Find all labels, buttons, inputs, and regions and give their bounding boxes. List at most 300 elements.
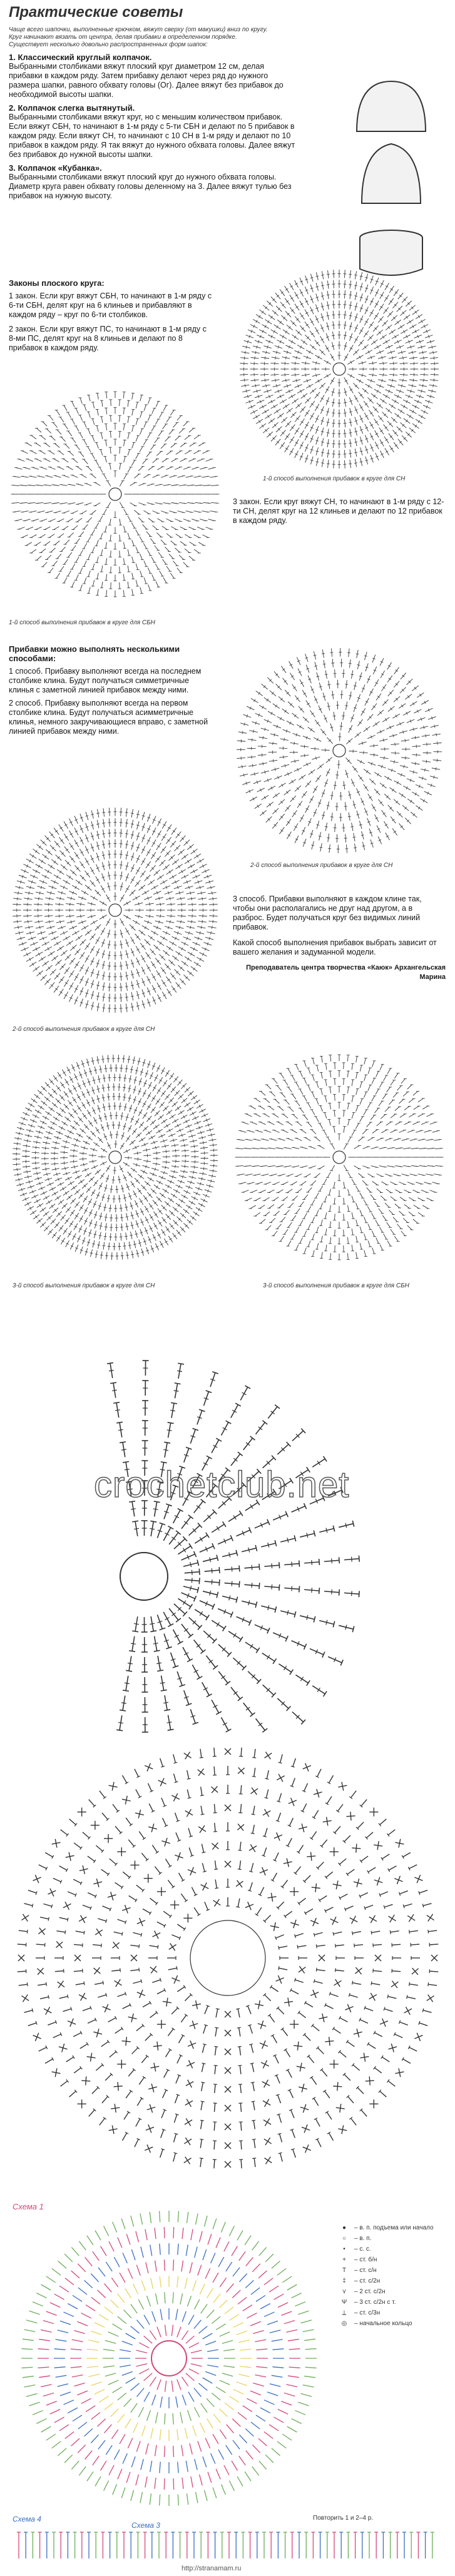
stitch-tick <box>88 1137 90 1139</box>
stitch-tick <box>277 325 279 328</box>
stitch-mark <box>192 519 198 521</box>
stitch-tick <box>39 926 40 929</box>
stitch-tick <box>359 722 362 724</box>
stitch-mark <box>152 408 155 413</box>
stitch-tick <box>80 1180 82 1183</box>
stitch-tick <box>73 1099 76 1101</box>
stitch-tick <box>391 331 393 333</box>
stitch-mark <box>49 451 54 455</box>
stitch-tick <box>194 1165 195 1169</box>
stitch-tick <box>56 1117 58 1120</box>
stitch-mark <box>40 451 46 454</box>
stitch-tick <box>27 1139 28 1142</box>
stitch-mark <box>54 444 59 448</box>
stitch-mark <box>51 548 56 552</box>
stitch-mark <box>40 534 46 537</box>
stitch-tick <box>349 305 352 306</box>
stitch-tick <box>175 1165 176 1168</box>
stitch-tick <box>59 915 60 918</box>
stitch-tick <box>159 1222 161 1224</box>
stitch-tick <box>133 1130 136 1132</box>
stitch-mark <box>128 417 129 423</box>
stitch-tick <box>375 315 377 317</box>
stitch-tick <box>405 739 406 742</box>
stitch-tick <box>35 850 37 853</box>
stitch-tick <box>55 1167 56 1170</box>
stitch-tick <box>65 1192 67 1194</box>
stitch-tick <box>391 448 393 450</box>
stitch-mark <box>56 410 60 415</box>
stitch-mark <box>68 412 71 418</box>
stitch-mark <box>165 437 170 441</box>
stitch-tick <box>394 831 396 833</box>
form-text: Выбранными столбиками вяжут плоский круг до нужного обхвата головы. Диаметр круга равен обхвату головы деленному на 3. Далее вяжут тулью без прибавок на нужную высоту. <box>9 173 292 200</box>
stitch-tick <box>332 335 335 336</box>
stitch-mark <box>179 555 183 559</box>
stitch-mark <box>140 536 143 542</box>
stitch-tick <box>391 405 393 407</box>
stitch-tick <box>37 1172 38 1175</box>
stitch-tick <box>382 336 384 338</box>
stitch-mark <box>57 554 61 559</box>
stitch-tick <box>395 292 397 293</box>
stitch-tick <box>165 1166 166 1169</box>
stitch-tick <box>262 311 263 313</box>
stitch-mark <box>151 557 155 562</box>
stitch-mark <box>89 395 91 402</box>
stitch-mark <box>110 464 111 470</box>
stitch-tick <box>372 362 373 365</box>
stitch-mark <box>96 460 99 466</box>
stitch-mark <box>155 438 158 443</box>
stitch-mark <box>143 543 146 549</box>
crochet-diagram-5 <box>9 1051 222 1264</box>
stitch-mark <box>79 452 84 457</box>
intro-block <box>9 26 297 49</box>
stitch-tick <box>65 982 68 984</box>
stitch-tick <box>303 341 305 343</box>
stitch-tick <box>55 830 58 832</box>
stitch-tick <box>70 1182 72 1184</box>
law-2: 2 закон. Если круг вяжут ПС, то начинают в 1-м ряду с 8-ми ПС, делят круг на 8 клиньев и делают по 8 прибавок в каждом ряду. <box>9 325 207 352</box>
stitch-tick <box>188 1206 190 1209</box>
stitch-tick <box>187 860 189 863</box>
stitch-mark <box>132 540 134 546</box>
method3-block <box>233 895 446 982</box>
stitch-mark <box>41 435 46 439</box>
stitch-mark <box>60 566 64 571</box>
stitch-mark <box>158 431 162 436</box>
stitch-tick <box>306 412 309 414</box>
stitch-tick <box>184 856 186 858</box>
stitch-mark <box>22 535 28 537</box>
stitch-mark <box>91 454 95 459</box>
stitch-mark <box>194 535 200 538</box>
stitch-tick <box>108 1106 111 1107</box>
stitch-tick <box>406 316 407 318</box>
stitch-tick <box>294 813 296 814</box>
stitch-tick <box>26 1144 27 1147</box>
stitch-mark <box>72 401 74 407</box>
stitch-mark <box>54 540 59 545</box>
stitch-tick <box>167 979 170 981</box>
stitch-tick <box>388 665 391 667</box>
stitch-tick <box>140 1175 142 1178</box>
stitch-mark <box>124 509 127 515</box>
method-1: 1 способ. Прибавку выполняют всегда на последнем столбике клина. Будут получаться симметричные клинья с заметной линией прибавок между ними. <box>9 667 202 694</box>
stitch-mark <box>170 511 176 513</box>
stitch-tick <box>78 1107 81 1109</box>
stitch-mark <box>84 440 87 445</box>
stitch-mark <box>31 535 36 538</box>
stitch-mark <box>143 440 146 445</box>
stitch-tick <box>86 873 89 875</box>
stitch-tick <box>322 653 325 654</box>
stitch-tick <box>100 1225 103 1226</box>
stitch-tick <box>87 1174 89 1176</box>
stitch-mark <box>138 467 143 471</box>
stitch-mark <box>72 511 78 514</box>
stitch-mark <box>64 405 67 411</box>
stitch-tick <box>169 947 171 950</box>
stitch-mark <box>88 554 91 559</box>
hat-shapes-icon <box>350 75 444 281</box>
stitch-mark <box>101 433 103 439</box>
stitch-tick <box>310 728 312 731</box>
stitch-tick <box>54 1192 56 1195</box>
stitch-mark <box>138 517 143 522</box>
stitch-tick <box>160 942 161 945</box>
stitch-tick <box>140 1200 142 1202</box>
stitch-tick <box>406 420 407 422</box>
stitch-tick <box>160 903 161 906</box>
stitch-tick <box>330 817 334 818</box>
stitch-mark <box>156 452 161 456</box>
stitch-tick <box>267 320 269 323</box>
stitch-tick <box>78 881 80 884</box>
stitch-tick <box>190 926 191 929</box>
stitch-mark <box>61 437 66 441</box>
stitch-tick <box>74 1165 75 1169</box>
stitch-mark <box>132 426 134 432</box>
stitch-tick <box>306 324 309 326</box>
stitch-tick <box>131 813 134 814</box>
stitch-mark <box>55 511 61 513</box>
stitch-tick <box>44 962 46 965</box>
stitch-tick <box>78 936 80 939</box>
stitch-mark <box>161 444 165 449</box>
stitch-tick <box>120 854 123 855</box>
stitch-tick <box>63 1187 64 1190</box>
stitch-mark <box>96 442 98 449</box>
stitch-mark <box>103 509 106 515</box>
stitch-tick <box>61 1084 64 1086</box>
stitch-mark <box>68 570 71 576</box>
stitch-tick <box>69 903 70 906</box>
stitch-mark <box>140 412 142 418</box>
stitch-tick <box>178 952 180 955</box>
methods-block <box>9 644 215 736</box>
stitch-tick <box>60 920 61 923</box>
stitch-tick <box>317 778 319 779</box>
stitch-mark <box>97 426 99 432</box>
stitch-tick <box>321 296 324 297</box>
stitch-tick <box>267 699 268 701</box>
stitch-mark <box>93 418 95 425</box>
stitch-tick <box>59 903 60 906</box>
stitch-mark <box>79 550 83 555</box>
stitch-tick <box>43 1102 45 1105</box>
stitch-tick <box>156 1185 158 1188</box>
stitch-tick <box>27 1170 28 1174</box>
stitch-mark <box>153 459 158 463</box>
stitch-mark <box>136 418 138 425</box>
stitch-tick <box>91 1005 94 1006</box>
stitch-mark <box>123 558 124 564</box>
stitch-mark <box>88 536 91 542</box>
stitch-mark <box>194 451 200 454</box>
stitch-tick <box>127 1138 130 1140</box>
stitch-mark <box>26 542 32 545</box>
stitch-tick <box>128 1088 131 1089</box>
stitch-mark <box>106 574 107 581</box>
stitch-tick <box>392 356 393 359</box>
stitch-mark <box>101 449 103 455</box>
stitch-tick <box>334 785 337 786</box>
stitch-mark <box>148 585 150 591</box>
stitch-mark <box>53 423 58 428</box>
stitch-tick <box>275 794 277 796</box>
stitch-mark <box>171 444 176 448</box>
stitch-tick <box>190 1108 192 1110</box>
stitch-tick <box>354 463 357 464</box>
stitch-tick <box>311 713 314 715</box>
stitch-mark <box>183 422 188 426</box>
stitch-mark <box>31 549 36 553</box>
stitch-mark <box>69 533 73 537</box>
stitch-mark <box>151 426 155 432</box>
stitch-tick <box>253 730 254 733</box>
stitch-tick <box>69 1090 71 1092</box>
stitch-mark <box>110 519 111 525</box>
stitch-mark <box>161 475 167 477</box>
stitch-tick <box>152 964 155 966</box>
stitch-tick <box>365 787 367 789</box>
stitch-tick <box>305 362 306 365</box>
stitch-tick <box>327 706 330 707</box>
stitch-mark <box>124 474 127 480</box>
stitch-tick <box>83 1152 84 1155</box>
stitch-mark <box>72 581 74 587</box>
stitch-tick <box>193 850 195 853</box>
stitch-mark <box>123 392 124 398</box>
stitch-tick <box>409 320 411 323</box>
stitch-tick <box>277 410 279 412</box>
stitch-tick <box>61 979 63 981</box>
stitch-tick <box>125 986 128 987</box>
stitch-tick <box>349 443 352 444</box>
stitch-tick <box>131 1254 134 1255</box>
stitch-mark <box>180 542 185 545</box>
stitch-mark <box>202 535 208 537</box>
stitch-tick <box>327 684 330 685</box>
stitch-mark <box>148 550 151 555</box>
stitch-mark <box>152 574 155 580</box>
stitch-tick <box>375 421 377 423</box>
stitch-mark <box>58 519 64 521</box>
stitch-mark <box>28 459 33 462</box>
stitch-tick <box>107 1168 110 1170</box>
stitch-mark <box>123 590 124 596</box>
stitch-tick <box>51 865 53 868</box>
stitch-tick <box>18 926 19 929</box>
stitch-tick <box>84 1198 86 1200</box>
stitch-tick <box>304 693 306 695</box>
stitch-mark <box>76 574 78 580</box>
stitch-mark <box>136 580 137 586</box>
stitch-tick <box>54 1162 55 1165</box>
stitch-tick <box>321 285 324 286</box>
stitch-tick <box>402 357 403 360</box>
stitch-mark <box>103 474 106 480</box>
stitch-mark <box>169 554 173 559</box>
stitch-tick <box>193 1171 194 1174</box>
stitch-tick <box>178 865 180 868</box>
stitch-mark <box>166 566 170 571</box>
stitch-tick <box>426 760 427 763</box>
author: Преподаватель центра творчества «Каюк» Архангельская Марина <box>246 964 446 981</box>
stitch-tick <box>382 400 384 402</box>
stitch-tick <box>365 333 367 335</box>
stitch-tick <box>295 307 298 308</box>
stitch-tick <box>55 988 58 990</box>
stitch-tick <box>270 316 272 318</box>
stitch-tick <box>284 738 285 741</box>
stitch-tick <box>120 1208 123 1209</box>
stitch-tick <box>69 915 70 918</box>
stitch-tick <box>95 1254 98 1255</box>
stitch-tick <box>320 847 323 848</box>
stitch-mark <box>200 467 206 469</box>
stitch-tick <box>401 325 402 328</box>
stitch-tick <box>70 973 73 975</box>
stitch-tick <box>64 1230 66 1232</box>
stitch-mark <box>88 428 91 434</box>
stitch-mark <box>110 447 111 454</box>
stitch-mark <box>31 435 36 439</box>
stitch-tick <box>242 731 243 734</box>
stitch-tick <box>96 985 100 986</box>
stitch-mark <box>148 567 150 573</box>
stitch-tick <box>401 704 403 707</box>
stitch-mark <box>110 550 111 557</box>
stitch-tick <box>164 1082 166 1084</box>
stitch-mark <box>106 440 107 446</box>
stitch-tick <box>123 1246 126 1247</box>
stitch-mark <box>49 519 55 521</box>
stitch-mark <box>80 567 83 573</box>
stitch-tick <box>395 445 397 447</box>
stitch-mark <box>202 451 208 454</box>
stitch-mark <box>88 412 90 418</box>
stitch-tick <box>76 964 78 966</box>
stitch-mark <box>72 475 78 477</box>
stitch-mark <box>128 467 131 473</box>
stitch-mark <box>63 475 69 477</box>
stitch-tick <box>141 945 144 947</box>
stitch-mark <box>88 447 91 452</box>
stitch-tick <box>60 827 63 829</box>
stitch-mark <box>143 475 149 478</box>
stitch-tick <box>344 806 347 807</box>
stitch-tick <box>327 274 330 275</box>
stitch-tick <box>369 796 371 798</box>
stitch-tick <box>175 1120 176 1122</box>
stitch-tick <box>42 1209 44 1211</box>
stitch-mark <box>166 534 171 537</box>
stitch-tick <box>160 876 161 878</box>
stitch-mark <box>138 484 145 485</box>
stitch-tick <box>156 1100 159 1102</box>
stitch-tick <box>131 985 134 986</box>
stitch-mark <box>51 436 56 440</box>
stitch-tick <box>331 695 334 696</box>
stitch-mark <box>136 564 138 570</box>
stitch-tick <box>266 384 267 387</box>
stitch-mark <box>88 570 90 577</box>
forms-block <box>9 53 297 201</box>
stitch-tick <box>32 855 34 858</box>
stitch-tick <box>83 1115 86 1117</box>
stitch-mark <box>206 527 212 529</box>
stitch-mark <box>143 524 147 529</box>
stitch-mark <box>144 422 146 427</box>
stitch-tick <box>175 1149 176 1152</box>
stitch-tick <box>96 1129 99 1131</box>
stitch-mark <box>173 423 177 428</box>
stitch-mark <box>97 573 98 579</box>
stitch-mark <box>72 545 76 550</box>
stitch-mark <box>65 444 69 449</box>
stitch-tick <box>393 362 394 365</box>
stitch-mark <box>176 534 181 538</box>
stitch-mark <box>146 452 151 457</box>
stitch-tick <box>185 1210 187 1212</box>
stitch-tick <box>349 274 352 275</box>
methods-closing: Какой способ выполнения прибавок выбрать зависит от вашего желания и задуманной модели. <box>233 938 437 956</box>
stitch-tick <box>202 1136 203 1139</box>
stitch-tick <box>246 345 247 348</box>
stitch-tick <box>102 986 105 987</box>
stitch-tick <box>123 1087 126 1088</box>
stitch-tick <box>156 1152 157 1155</box>
stitch-tick <box>137 1152 138 1155</box>
stitch-mark <box>93 580 94 586</box>
stitch-mark <box>183 562 188 567</box>
stitch-tick <box>285 710 287 712</box>
stitch-tick <box>40 1106 42 1108</box>
stitch-tick <box>108 854 111 855</box>
stitch-mark <box>170 573 174 578</box>
stitch-tick <box>44 856 46 858</box>
stitch-mark <box>163 559 166 564</box>
stitch-mark <box>92 547 95 552</box>
stitch-tick <box>194 1145 195 1148</box>
stitch-tick <box>396 670 398 672</box>
stitch-tick <box>436 733 437 736</box>
stitch-mark <box>49 568 54 573</box>
stitch-tick <box>147 955 150 956</box>
